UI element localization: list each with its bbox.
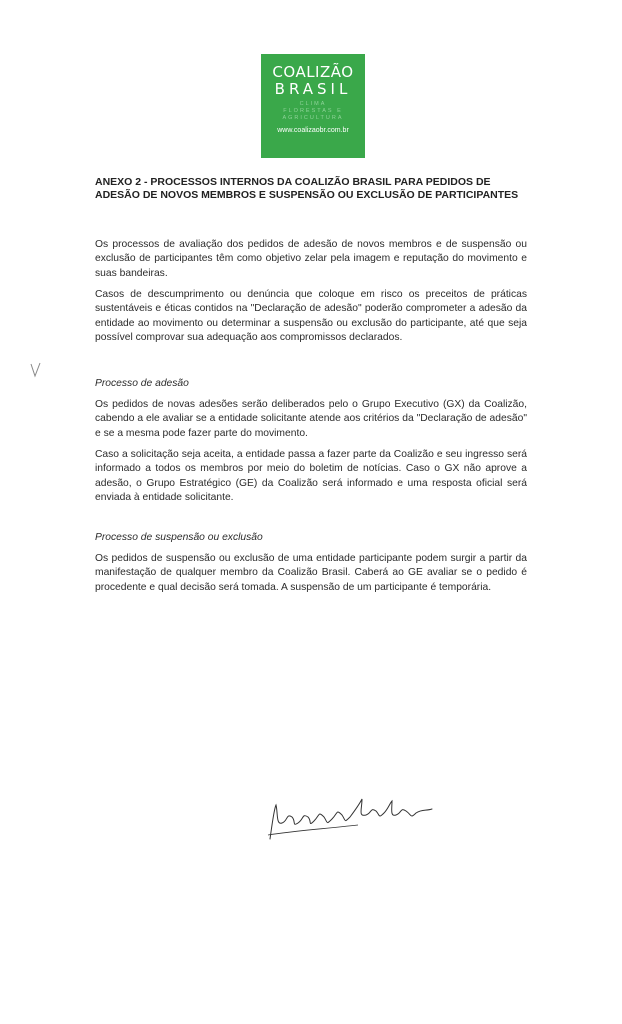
intro-paragraph-1: Os processos de avaliação dos pedidos de adesão de novos membros e de suspensão ou exclusão de participantes têm como objetivo zelar pela imagem e reputação do movimento e suas bandeiras. (95, 239, 527, 279)
adesao-paragraph-2: Caso a solicitação seja aceita, a entidade passa a fazer parte da Coalizão e seu ingresso será informado a todos os membros por meio do boletim de notícias. Caso o GX não aprove a adesão, o Grupo Estratégico (GE) da Coalizão será informado e uma resposta oficial será enviada à entidade solicitante. (95, 449, 527, 503)
intro-paragraph-2: Casos de descumprimento ou denúncia que coloque em risco os preceitos de práticas sustentáveis e éticas contidos na "Declaração de adesão" poderão comprometer a adesão da entidade ao movimento ou determinar a suspensão ou exclusão do participante, até que seja possível comprovar sua adequação aos compromissos declarados. (95, 289, 527, 343)
logo-line-1: COALIZÃO (272, 63, 354, 81)
logo-tagline-1: CLIMA (299, 101, 327, 107)
logo-tagline-3: AGRICULTURA (282, 115, 344, 121)
logo-url: www.coalizaobr.com.br (277, 127, 349, 134)
logo-tagline-2: FLORESTAS E (283, 108, 343, 114)
document-title: ANEXO 2 - PROCESSOS INTERNOS DA COALIZÃO BRASIL PARA PEDIDOS DE ADESÃO DE NOVOS MEMBROS E SUSPENSÃO OU EXCLUSÃO DE PARTICIPANTES (95, 176, 519, 201)
section-heading-suspensao: Processo de suspensão ou exclusão (95, 532, 263, 543)
section-heading-adesao: Processo de adesão (95, 378, 189, 389)
adesao-paragraph-1: Os pedidos de novas adesões serão deliberados pelo o Grupo Executivo (GX) da Coalizão, cabendo a ele avaliar se a entidade solicitante atende aos critérios da "Declaração de adesão" e se a mesma pode fazer parte do movimento. (95, 399, 527, 439)
handwritten-signature (262, 795, 440, 843)
coalizao-brasil-logo (261, 54, 365, 158)
logo-line-2: BRASIL (274, 80, 352, 98)
margin-check-mark (30, 362, 42, 380)
suspensao-paragraph-1: Os pedidos de suspensão ou exclusão de uma entidade participante podem surgir a partir da manifestação de qualquer membro da Coalizão Brasil. Caberá ao GE avaliar se o pedido é procedente e qual decisão será tomada. A suspensão de um participante é temporária. (95, 553, 527, 593)
